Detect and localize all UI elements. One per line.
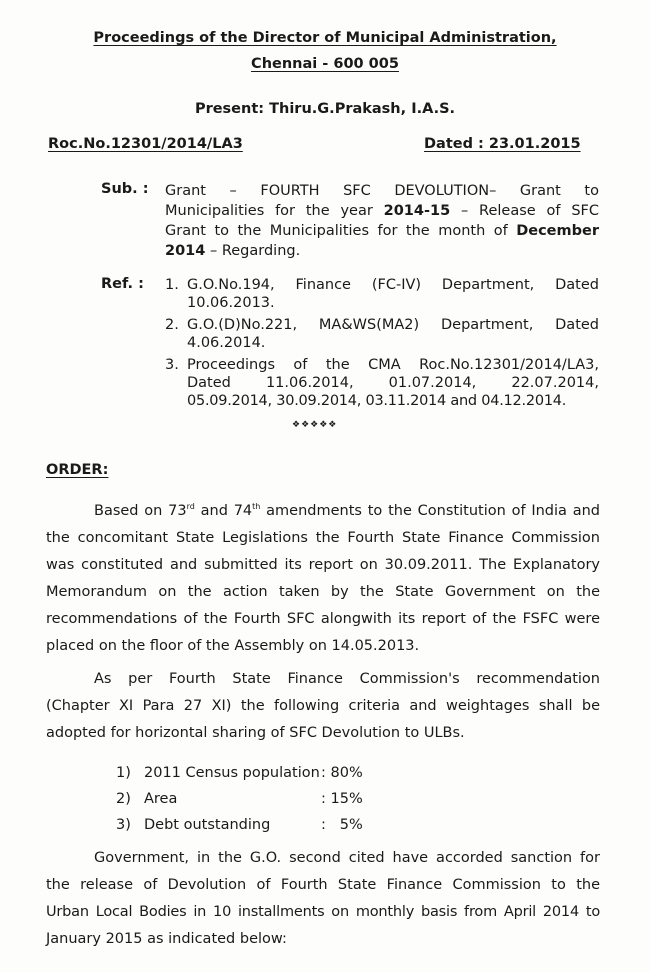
order-paragraph-1: Based on 73rd and 74th amendments to the Constitution of India and the concomitant State Legislations the Fourth State Finance Commission was constituted and submitted its report on 30.09.2011. The Explanatory Memorandum on the action taken by the State Government on the recommendations of the Fourth SFC alongwith its report of the FSFC were placed on the floor of the Assembly on 14.05.2013. bbox=[46, 502, 600, 654]
criteria-list bbox=[116, 760, 363, 838]
reference-label: Ref. : bbox=[101, 276, 144, 292]
subject-text bbox=[165, 181, 599, 261]
order-paragraph-2: As per Fourth State Finance Commission's recommendation (Chapter XI Para 27 XI) the following criteria and weightages shall be adopted for horizontal sharing of SFC Devolution to ULBs. bbox=[46, 671, 600, 741]
present-officer: Present: Thiru.G.Prakash, I.A.S. bbox=[194, 101, 456, 117]
reference-item: 1. G.O.No.194, Finance (FC-IV) Department, Dated 10.06.2013. bbox=[165, 277, 599, 311]
reference-item: 3. Proceedings of the CMA Roc.No.12301/2014/LA3, Dated 11.06.2014, 01.07.2014, 22.07.2014, 05.09.2014, 30.09.2014, 03.11.2014 and 04.12.2014. bbox=[165, 357, 599, 409]
office-title: Proceedings of the Director of Municipal Administration, bbox=[93, 30, 557, 46]
order-heading: ORDER: bbox=[46, 462, 109, 478]
subject-line: Municipalities for the year 2014-15 – Release of SFC bbox=[165, 203, 599, 219]
criteria-item: 1) 2011 Census population : 80% bbox=[116, 765, 363, 781]
reference-item: 2. G.O.(D)No.221, MA&WS(MA2) Department, Dated 4.06.2014. bbox=[165, 317, 599, 351]
office-address: Chennai - 600 005 bbox=[251, 56, 399, 72]
separator-ornament: ❖❖❖❖❖ bbox=[292, 420, 338, 430]
roc-number: Roc.No.12301/2014/LA3 bbox=[48, 136, 243, 152]
order-paragraph-3: Government, in the G.O. second cited have accorded sanction for the release of Devolution of Fourth State Finance Commission to the Urban Local Bodies in 10 installments on monthly basis from April 2014 to January 2015 as indicated below: bbox=[46, 850, 600, 947]
subject-line: Grant – FOURTH SFC DEVOLUTION– Grant to bbox=[165, 183, 599, 199]
subject-line: 2014 – Regarding. bbox=[165, 243, 301, 259]
criteria-item: 3) Debt outstanding : 5% bbox=[116, 817, 363, 833]
order-date: Dated : 23.01.2015 bbox=[424, 136, 581, 152]
subject-label: Sub. : bbox=[101, 181, 149, 197]
reference-list bbox=[165, 276, 599, 410]
criteria-item: 2) Area : 15% bbox=[116, 791, 363, 807]
subject-line: Grant to the Municipalities for the month of December bbox=[165, 223, 599, 239]
